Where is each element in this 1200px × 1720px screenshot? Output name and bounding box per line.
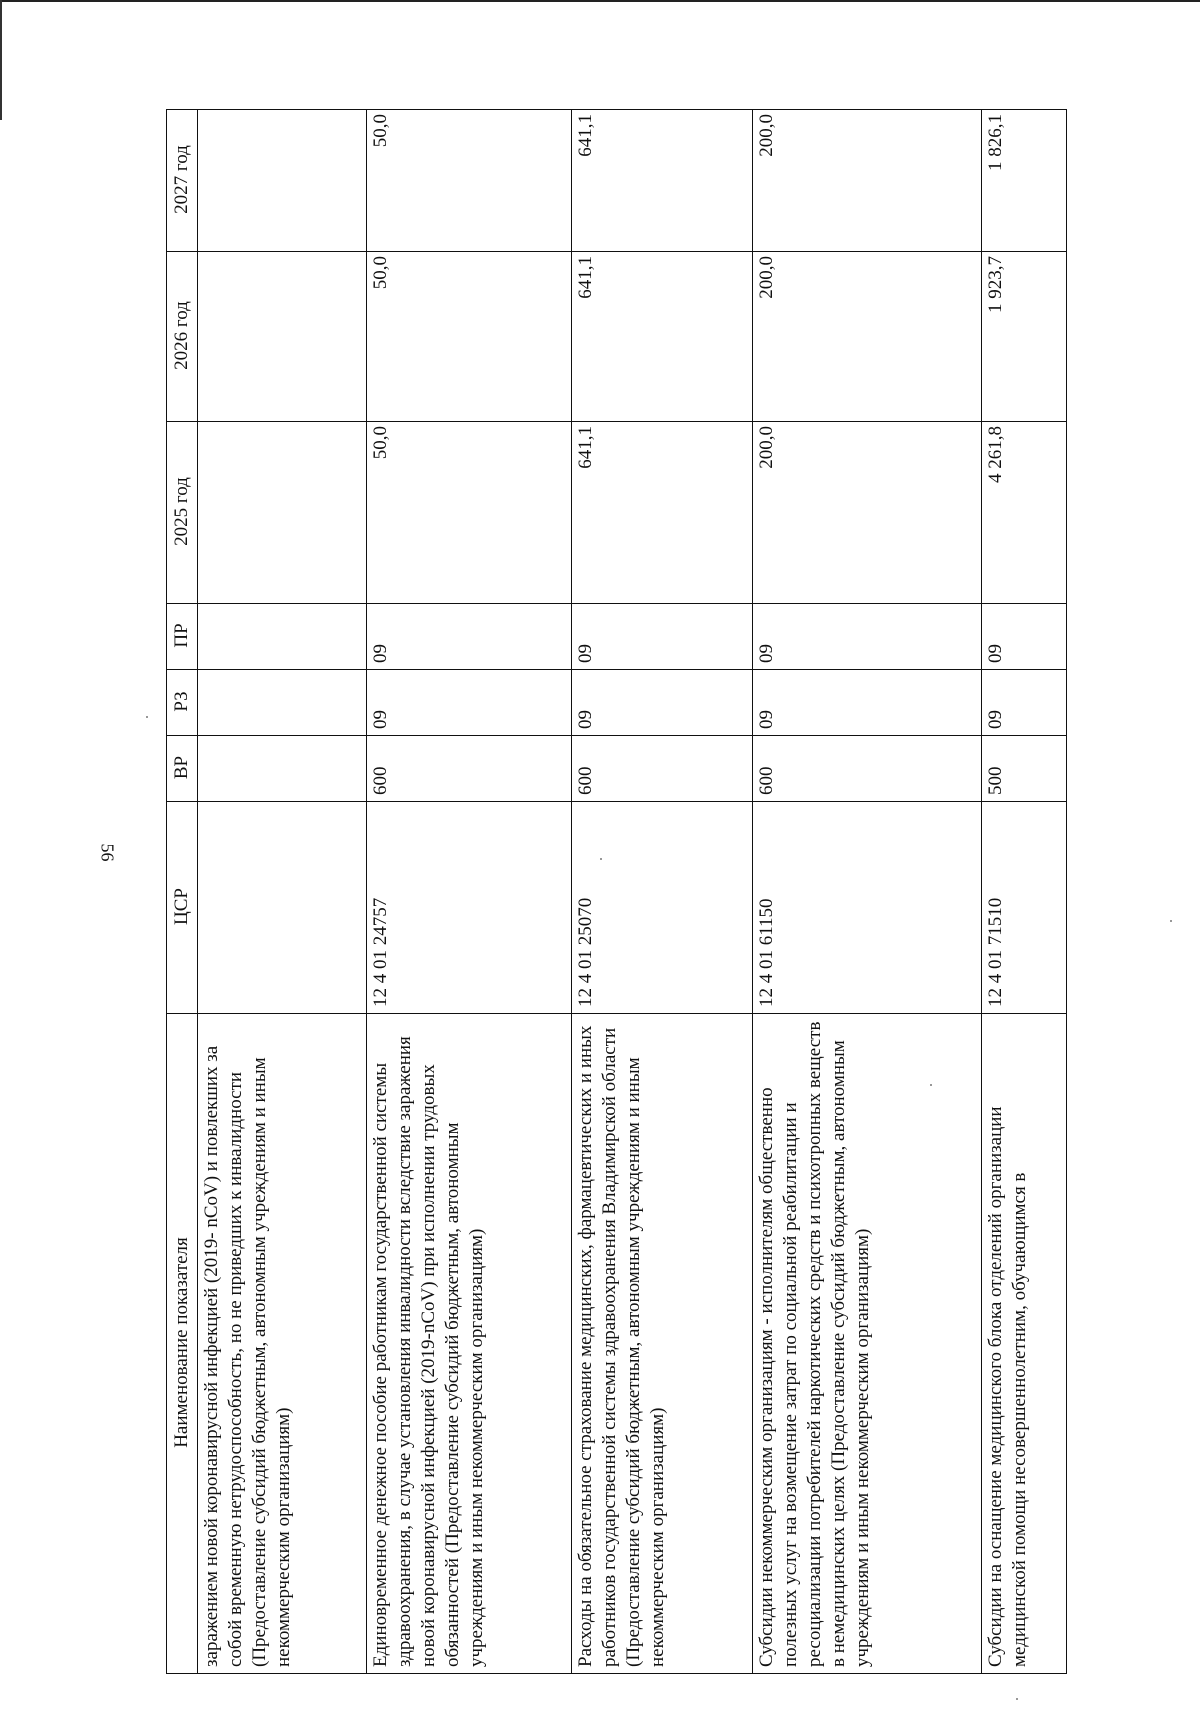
cell-rz: 09 (572, 670, 753, 736)
header-2025: 2025 год (167, 422, 198, 604)
page-number: 56 (97, 843, 118, 862)
cell-vr: 600 (367, 736, 572, 802)
cell-2027: 641,1 (572, 110, 753, 252)
cell-2026: 200,0 (753, 252, 982, 422)
budget-table (166, 109, 1067, 1674)
cell-name: заражением новой коронавирусной инфекцией (2019- nCoV) и повлекших за собой временную нетрудоспособность, но не приведших к инвалидности (Предоставление субсидий бюджетным, автономным учреждениям и иным некоммерческим организациям) (198, 1014, 367, 1674)
cell-2027: 50,0 (367, 110, 572, 252)
cell-2025: 641,1 (572, 422, 753, 604)
header-vr: ВР (167, 736, 198, 802)
cell-name: Субсидии на оснащение медицинского блока отделений организации медицинской помощи несовершеннолетним, обучающимся в (982, 1014, 1067, 1674)
cell-vr: 600 (572, 736, 753, 802)
cell-vr: 500 (982, 736, 1067, 802)
cell-csr (198, 802, 367, 1014)
scan-speck (146, 716, 148, 718)
cell-2025: 200,0 (753, 422, 982, 604)
cell-2026 (198, 252, 367, 422)
scan-left-edge (0, 0, 2, 120)
table-row (572, 110, 753, 1674)
cell-pr: 09 (367, 604, 572, 670)
cell-pr: 09 (572, 604, 753, 670)
cell-pr (198, 604, 367, 670)
header-pr: ПР (167, 604, 198, 670)
cell-2026: 50,0 (367, 252, 572, 422)
table-row (198, 110, 367, 1674)
cell-name: Субсидии некоммерческим организациям - исполнителям общественно полезных услуг на возмещение затрат по социальной реабилитации и ресоциализации потребителей наркотических средств и психотропных веществ в немедицинских целях (Предоставление субсидий бюджетным, автономным учреждениям и иным некоммерческим организациям) (753, 1014, 982, 1674)
cell-csr: 12 4 01 71510 (982, 802, 1067, 1014)
cell-csr: 12 4 01 24757 (367, 802, 572, 1014)
table-header-row (167, 110, 198, 1674)
header-csr: ЦСР (167, 802, 198, 1014)
scan-top-edge (0, 0, 1200, 2)
cell-csr: 12 4 01 25070 (572, 802, 753, 1014)
cell-2026: 641,1 (572, 252, 753, 422)
cell-2025: 50,0 (367, 422, 572, 604)
scan-speck (1170, 920, 1172, 922)
cell-rz (198, 670, 367, 736)
cell-vr (198, 736, 367, 802)
table-row (753, 110, 982, 1674)
header-2026: 2026 год (167, 252, 198, 422)
cell-pr: 09 (753, 604, 982, 670)
header-rz: РЗ (167, 670, 198, 736)
cell-2025 (198, 422, 367, 604)
cell-name: Единовременное денежное пособие работникам государственной системы здравоохранения, в случае установления инвалидности вследствие заражения новой коронавирусной инфекцией (2019-nCoV) при исполнении трудовых обязанностей (Предоставление субсидий бюджетным, автономным учреждениям и иным некоммерческим организациям) (367, 1014, 572, 1674)
cell-pr: 09 (982, 604, 1067, 670)
cell-2027: 1 826,1 (982, 110, 1067, 252)
cell-2027: 200,0 (753, 110, 982, 252)
cell-rz: 09 (982, 670, 1067, 736)
cell-csr: 12 4 01 61150 (753, 802, 982, 1014)
table-row (367, 110, 572, 1674)
cell-name: Расходы на обязательное страхование медицинских, фармацевтических и иных работников государственной системы здравоохранения Владимирской области (Предоставление субсидий бюджетным, автономным учреждениям и иным некоммерческим организациям) (572, 1014, 753, 1674)
table-row (982, 110, 1067, 1674)
header-name: Наименование показателя (167, 1014, 198, 1674)
cell-2025: 4 261,8 (982, 422, 1067, 604)
cell-2026: 1 923,7 (982, 252, 1067, 422)
cell-rz: 09 (367, 670, 572, 736)
cell-rz: 09 (753, 670, 982, 736)
cell-2027 (198, 110, 367, 252)
budget-table-rotated (166, 110, 1054, 1674)
scan-speck (1016, 1698, 1018, 1700)
header-2027: 2027 год (167, 110, 198, 252)
cell-vr: 600 (753, 736, 982, 802)
